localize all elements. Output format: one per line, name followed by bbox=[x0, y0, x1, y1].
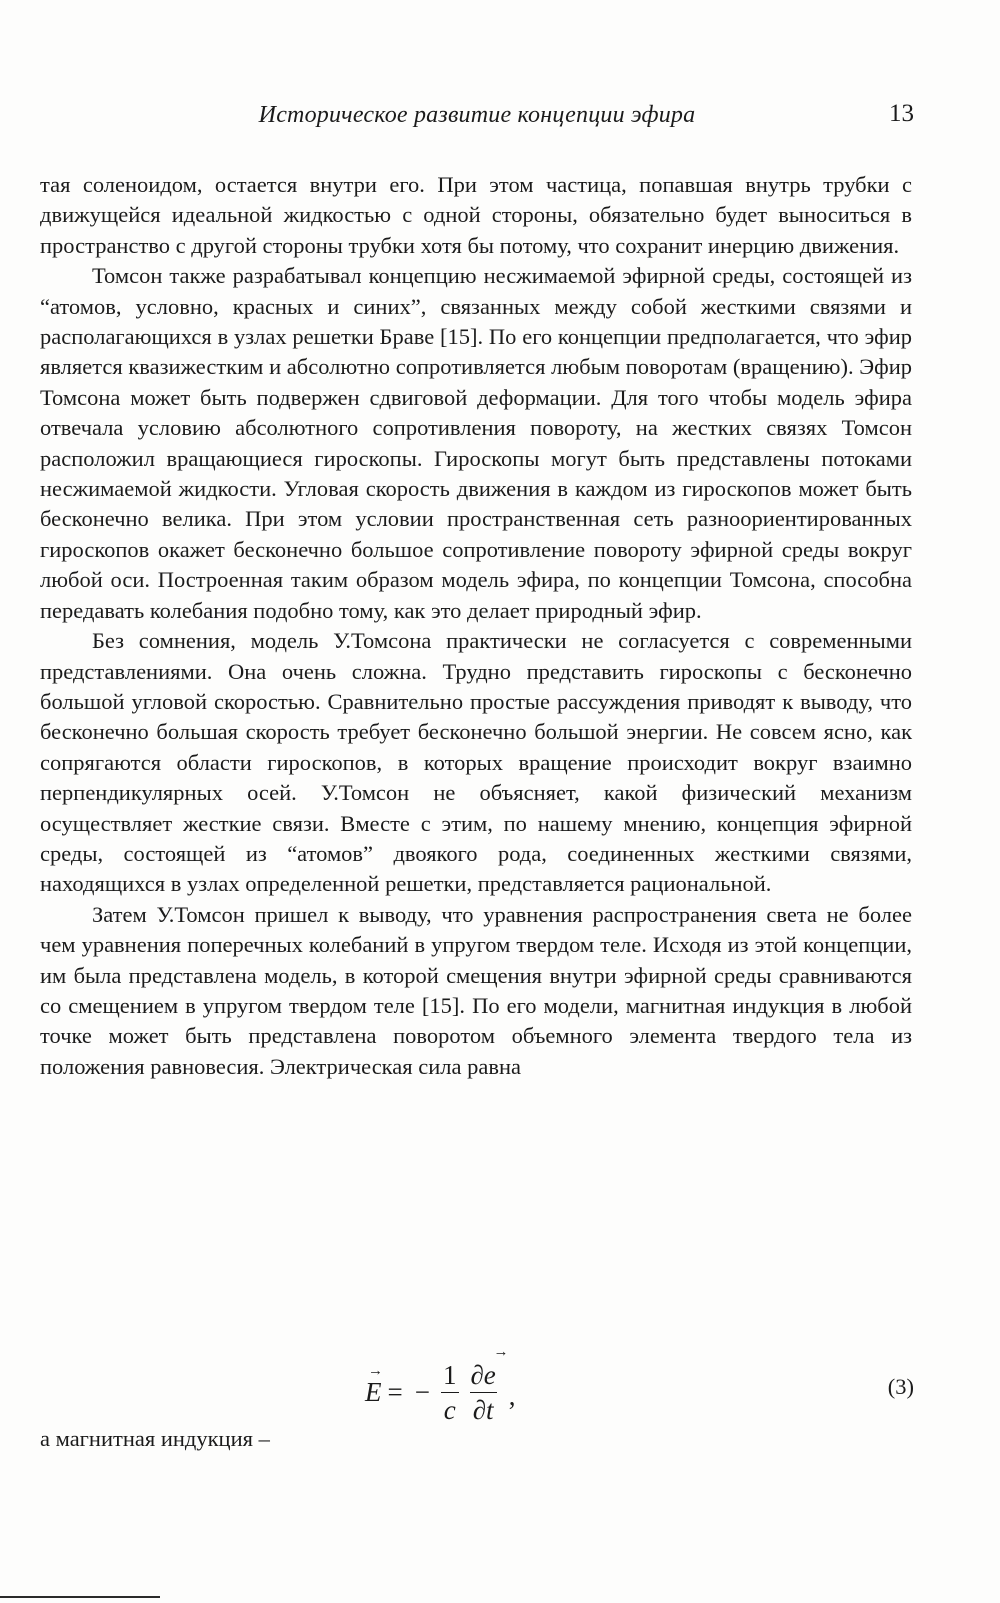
vector-e-field bbox=[365, 1362, 383, 1408]
scan-edge-line bbox=[0, 1596, 160, 1598]
paragraph-thomson-model: Томсон также разрабатывал концепцию несжимаемой эфирной среды, состоящей из “атомов, условно, красных и синих”, связанных между собой жесткими связями и располагающихся в узлах решетки Браве [15]. По его концепции предполагается, что эфир является квазижестким и абсолютно сопротивляется любым поворотам (вращению). Эфир Томсона может быть подвержен сдвиговой деформации. Для того чтобы модель эфира отвечала условию абсолютного сопротивления повороту, на жестких связях Томсон расположил вращающиеся гироскопы. Гироскопы могут быть представлены потоками несжимаемой жидкости. Угловая скорость движения в каждом из гироскопов может быть бесконечно велика. При этом условии пространственная сеть разноориентированных гироскопов окажет бесконечно большое сопротивление повороту эфирной среды вокруг любой оси. Построенная таким образом модель эфира, по концепции Томсона, способна передавать колебания подобно тому, как это делает природный эфир. bbox=[40, 263, 912, 623]
paragraph-critique: Без сомнения, модель У.Томсона практически не согласуется с современными представлениями. Она очень сложна. Трудно представить гироскопы с бесконечно большой угловой скоростью. Сравнительно простые рассуждения приводят к выводу, что бесконечно большая скорость требует бесконечно большой энергии. Не совсем ясно, как сопрягаются области гироскопов, в которых вращение происходит вокруг взаимно перпендикулярных осей. У.Томсон не объясняет, какой физический механизм осуществляет жесткие связи. Вместе с этим, по нашему мнению, концепция эфирной среды, состоящей из “атомов” двоякого рода, соединенных жесткими связями, находящихся в узлах определенной решетки, представляется рациональной. bbox=[40, 628, 912, 897]
derivative-numerator bbox=[467, 1343, 509, 1392]
running-title: Историческое развитие концепции эфира bbox=[258, 102, 696, 128]
derivative-fraction bbox=[467, 1343, 509, 1427]
derivative-denominator: ∂t bbox=[470, 1392, 497, 1427]
body-text bbox=[40, 170, 912, 1082]
coefficient-denominator: c bbox=[441, 1392, 459, 1427]
coefficient-numerator: 1 bbox=[442, 1359, 457, 1390]
equals-sign: = bbox=[387, 1376, 403, 1407]
equation-comma: , bbox=[508, 1380, 516, 1411]
minus-sign: − bbox=[414, 1376, 430, 1407]
page-number: 13 bbox=[889, 100, 914, 127]
running-head bbox=[40, 100, 914, 136]
after-equation-text: а магнитная индукция – bbox=[40, 1426, 270, 1451]
vector-arrow: → bbox=[368, 1362, 383, 1379]
paragraph-elastic-solid: Затем У.Томсон пришел к выводу, что уравнения распространения света не более чем уравнения поперечных колебаний в упругом твердом теле. Исходя из этой концепции, им была представлена модель, в которой смещения внутри эфирной среды сравниваются со смещением в упругом твердом теле [15]. По его модели, магнитная индукция в любой точке может быть представлена поворотом объемного элемента твердого тела из положения равновесия. Электрическая сила равна bbox=[40, 901, 912, 1079]
equation-block bbox=[40, 1343, 914, 1432]
equation-formula bbox=[365, 1343, 516, 1432]
equation-lhs: E bbox=[365, 1376, 382, 1407]
equation-number: (3) bbox=[887, 1374, 914, 1399]
paragraph-continuation: тая соленоидом, остается внутри его. При этом частица, попавшая внутрь трубки с движущейся идеальной жидкостью с одной стороны, обязательно будет выноситься в пространство с другой стороны трубки хотя бы потому, что сохранит инерцию движения. bbox=[40, 172, 912, 258]
coefficient-fraction bbox=[440, 1358, 460, 1427]
derivative-numerator-text: ∂e bbox=[470, 1359, 496, 1390]
derivative-arrow: → bbox=[493, 1343, 509, 1360]
